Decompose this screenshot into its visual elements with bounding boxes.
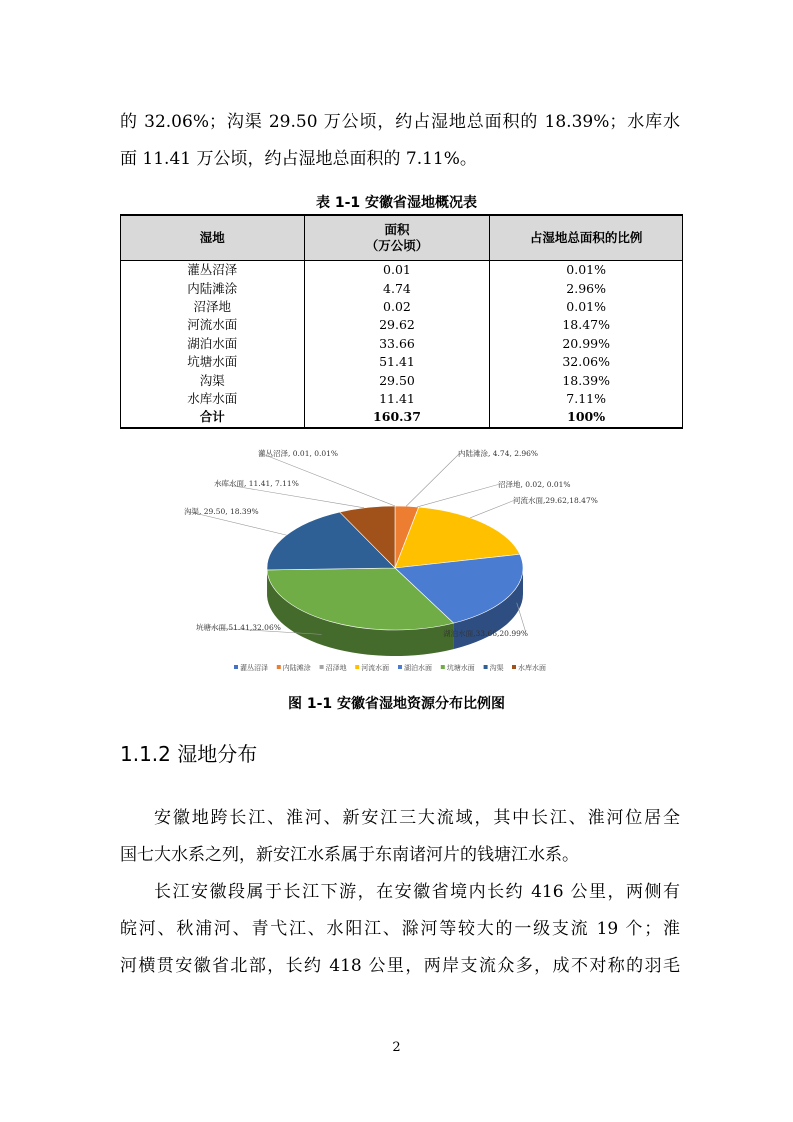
legend-label: 内陆滩涂 bbox=[282, 664, 311, 672]
legend-label: 坑塘水面 bbox=[446, 664, 475, 672]
legend-swatch bbox=[398, 665, 402, 669]
legend-swatch bbox=[355, 665, 359, 669]
pie-leader-2 bbox=[417, 484, 500, 507]
pie-data-label: 河流水面,29.62,18.47% bbox=[513, 496, 598, 505]
cell-pct: 18.47% bbox=[490, 316, 683, 334]
figure-caption: 图 1-1 安徽省湿地资源分布比例图 bbox=[287, 696, 506, 712]
cell-name: 沟渠 bbox=[121, 371, 305, 389]
cell-pct: 100% bbox=[490, 408, 683, 427]
body-text-line: 河横贯安徽省北部，长约 418 公里，两岸支流众多，成不对称的羽毛 bbox=[120, 956, 680, 976]
cell-pct: 32.06% bbox=[490, 353, 683, 371]
pie-data-label: 湖泊水面,33.66,20.99% bbox=[443, 629, 528, 638]
cell-pct: 0.01% bbox=[490, 298, 683, 316]
legend-label: 沼泽地 bbox=[325, 664, 347, 672]
pie-data-label: 沟渠, 29.50, 18.39% bbox=[184, 507, 259, 516]
pie-data-label: 坑塘水面,51.41,32.06% bbox=[196, 623, 281, 632]
cell-area: 160.37 bbox=[304, 408, 490, 427]
legend-swatch bbox=[441, 665, 445, 669]
pie-data-label: 沼泽地, 0.02, 0.01% bbox=[498, 480, 571, 489]
legend-label: 湖泊水面 bbox=[404, 664, 432, 672]
table-row bbox=[121, 316, 683, 334]
table-row bbox=[121, 261, 683, 280]
legend-label: 水库水面 bbox=[518, 664, 546, 672]
cell-pct: 7.11% bbox=[490, 390, 683, 408]
cell-pct: 18.39% bbox=[490, 371, 683, 389]
cell-area: 0.02 bbox=[304, 298, 490, 316]
cell-area: 29.62 bbox=[304, 316, 490, 334]
cell-area: 4.74 bbox=[304, 279, 490, 297]
table-header-row bbox=[121, 215, 683, 261]
wetland-pie-chart bbox=[180, 440, 620, 680]
legend-swatch bbox=[234, 665, 238, 669]
legend-swatch bbox=[484, 665, 488, 669]
body-text-line: 的 32.06%；沟渠 29.50 万公顷，约占湿地总面积的 18.39%；水库水 bbox=[120, 112, 680, 132]
cell-pct: 0.01% bbox=[490, 261, 683, 280]
cell-name: 灌丛沼泽 bbox=[121, 261, 305, 280]
wetland-table bbox=[120, 214, 683, 429]
pie-data-label: 内陆滩涂, 4.74, 2.96% bbox=[458, 449, 539, 458]
body-text-line: 皖河、秋浦河、青弋江、水阳江、滁河等较大的一级支流 19 个；淮 bbox=[120, 919, 680, 939]
cell-name: 内陆滩涂 bbox=[121, 279, 305, 297]
pie-data-label: 灌丛沼泽, 0.01, 0.01% bbox=[258, 449, 339, 458]
table-row bbox=[121, 371, 683, 389]
header-percentage: 占湿地总面积的比例 bbox=[490, 215, 683, 261]
table-total-row bbox=[121, 408, 683, 427]
table-row bbox=[121, 353, 683, 371]
cell-pct: 2.96% bbox=[490, 279, 683, 297]
cell-name: 坑塘水面 bbox=[121, 353, 305, 371]
cell-area: 11.41 bbox=[304, 390, 490, 408]
cell-name: 合计 bbox=[121, 408, 305, 427]
table-row bbox=[121, 279, 683, 297]
legend-swatch bbox=[512, 665, 516, 669]
page-number: 2 bbox=[392, 1040, 401, 1055]
pie-leader-1 bbox=[406, 453, 460, 506]
cell-name: 水库水面 bbox=[121, 390, 305, 408]
table-row bbox=[121, 335, 683, 353]
legend-swatch bbox=[277, 665, 281, 669]
cell-area: 33.66 bbox=[304, 335, 490, 353]
cell-name: 河流水面 bbox=[121, 316, 305, 334]
section-heading: 1.1.2 湿地分布 bbox=[120, 742, 258, 766]
body-text-line: 面 11.41 万公顷，约占湿地总面积的 7.11%。 bbox=[120, 149, 477, 169]
table-row bbox=[121, 390, 683, 408]
pie-leader-3 bbox=[470, 500, 515, 518]
body-text-line: 安徽地跨长江、淮河、新安江三大流域，其中长江、淮河位居全 bbox=[154, 808, 680, 828]
cell-area: 0.01 bbox=[304, 261, 490, 280]
pie-data-label: 水库水面, 11.41, 7.11% bbox=[214, 479, 299, 488]
header-wetland: 湿地 bbox=[121, 215, 305, 261]
legend-label: 河流水面 bbox=[361, 664, 390, 672]
cell-name: 湖泊水面 bbox=[121, 335, 305, 353]
cell-name: 沼泽地 bbox=[121, 298, 305, 316]
legend-label: 灌丛沼泽 bbox=[240, 664, 268, 672]
body-text-line: 国七大水系之列，新安江水系属于东南诸河片的钱塘江水系。 bbox=[120, 845, 579, 865]
table-row bbox=[121, 298, 683, 316]
cell-pct: 20.99% bbox=[490, 335, 683, 353]
header-area: 面积 （万公顷） bbox=[304, 215, 490, 261]
legend-swatch bbox=[320, 665, 324, 669]
cell-area: 51.41 bbox=[304, 353, 490, 371]
legend-label: 沟渠 bbox=[489, 664, 504, 672]
body-text-line: 长江安徽段属于长江下游，在安徽省境内长约 416 公里，两侧有 bbox=[154, 882, 680, 902]
cell-area: 29.50 bbox=[304, 371, 490, 389]
pie-top-group bbox=[267, 506, 523, 630]
pie-legend-group bbox=[234, 663, 546, 672]
table-caption: 表 1-1 安徽省湿地概况表 bbox=[315, 195, 478, 211]
